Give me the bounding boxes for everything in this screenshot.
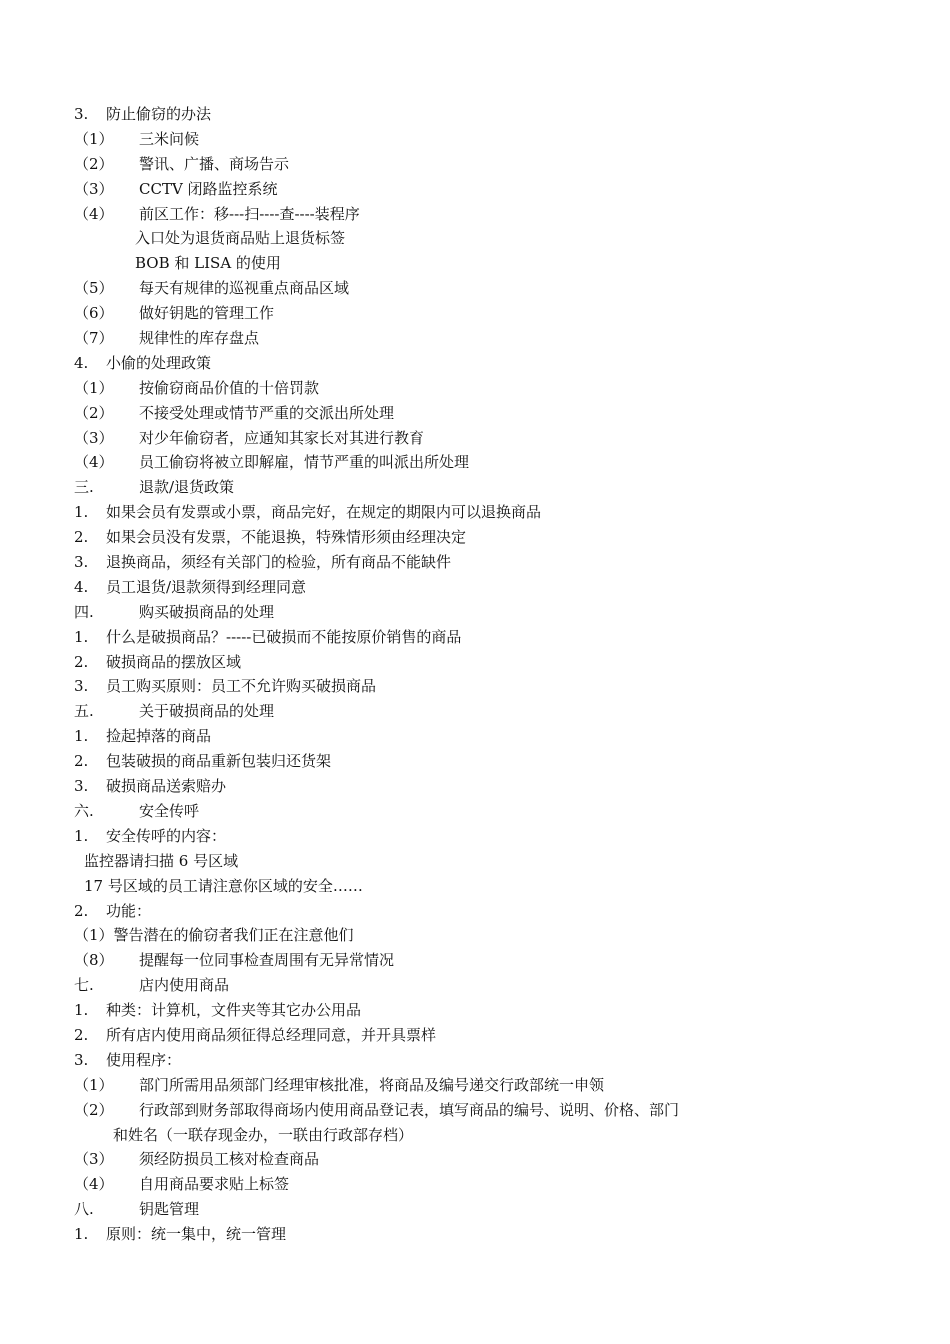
line-text: 按偷窃商品价值的十倍罚款 (139, 378, 320, 397)
list-number: 四. (74, 602, 94, 621)
line-text: 安全传呼的内容： (106, 826, 227, 845)
document-line (0, 699, 950, 724)
list-number: 3. (74, 553, 89, 572)
document-line (0, 152, 950, 177)
document-line (0, 426, 950, 451)
line-text: 种类：计算机，文件夹等其它办公用品 (106, 1001, 362, 1020)
line-text: 原则：统一集中，统一管理 (106, 1225, 287, 1244)
document-line (0, 1073, 950, 1098)
line-text: 包装破损的商品重新包装归还货架 (106, 752, 332, 771)
line-text: 17 号区域的员工请注意你区域的安全…… (84, 876, 363, 895)
document-line (0, 1197, 950, 1222)
line-text: 员工退货/退款须得到经理同意 (106, 577, 307, 596)
line-text: 三米问候 (139, 129, 200, 148)
line-text: 不接受处理或情节严重的交派出所处理 (139, 403, 395, 422)
document-line (0, 600, 950, 625)
line-text: 做好钥匙的管理工作 (139, 304, 275, 323)
document-line (0, 500, 950, 525)
document-line (0, 475, 950, 500)
list-number: 八. (74, 1200, 94, 1219)
document-line (0, 1048, 950, 1073)
list-number: 五. (74, 702, 94, 721)
document-line (0, 1098, 950, 1123)
list-number: 三. (74, 478, 94, 497)
list-number: 3. (74, 777, 89, 796)
list-number: （4） (74, 204, 114, 223)
list-number: （3） (74, 1150, 114, 1169)
list-number: 2. (74, 901, 89, 920)
line-text: 使用程序： (106, 1050, 182, 1069)
list-number: （3） (74, 179, 114, 198)
document-line (0, 674, 950, 699)
document-line (0, 799, 950, 824)
document-line (0, 376, 950, 401)
list-number: 2. (74, 528, 89, 547)
list-number: （2） (74, 1100, 114, 1119)
line-text: 部门所需用品须部门经理审核批准，将商品及编号递交行政部统一申领 (139, 1075, 605, 1094)
line-text: 关于破损商品的处理 (139, 702, 275, 721)
document-line (0, 226, 950, 251)
line-text: 监控器请扫描 6 号区域 (84, 851, 239, 870)
list-number: 4. (74, 577, 89, 596)
list-number: （4） (74, 1175, 114, 1194)
document-line (0, 650, 950, 675)
document-line (0, 575, 950, 600)
list-number: （2） (74, 154, 114, 173)
list-number: （1） (74, 378, 114, 397)
document-line (0, 849, 950, 874)
document-line (0, 177, 950, 202)
line-text: 和姓名（一联存现金办，一联由行政部存档） (113, 1125, 414, 1144)
document-line (0, 202, 950, 227)
document-line (0, 899, 950, 924)
list-number: （1） (74, 1075, 114, 1094)
line-text: 每天有规律的巡视重点商品区域 (139, 279, 350, 298)
line-text: 自用商品要求贴上标签 (139, 1175, 290, 1194)
document-line (0, 301, 950, 326)
document-line (0, 948, 950, 973)
line-text: 对少年偷窃者，应通知其家长对其进行教育 (139, 428, 425, 447)
line-text: 提醒每一位同事检查周围有无异常情况 (139, 951, 395, 970)
line-text: 破损商品送索赔办 (106, 777, 227, 796)
line-text: 如果会员没有发票，不能退换，特殊情形须由经理决定 (106, 528, 467, 547)
line-text: 小偷的处理政策 (106, 353, 212, 372)
line-text: （1）警告潜在的偷窃者我们正在注意他们 (74, 926, 354, 945)
line-text: 员工偷窃将被立即解雇，情节严重的叫派出所处理 (139, 453, 470, 472)
list-number: （1） (74, 129, 114, 148)
line-text: 什么是破损商品？-----已破损而不能按原价销售的商品 (106, 627, 462, 646)
document-line (0, 550, 950, 575)
line-text: 捡起掉落的商品 (106, 727, 212, 746)
list-number: （3） (74, 428, 114, 447)
document-line (0, 251, 950, 276)
list-number: 1. (74, 727, 89, 746)
list-number: 3. (74, 1050, 89, 1069)
line-text: 退换商品，须经有关部门的检验，所有商品不能缺件 (106, 553, 452, 572)
document-line (0, 1172, 950, 1197)
list-number: 六. (74, 801, 94, 820)
list-number: 1. (74, 503, 89, 522)
list-number: （8） (74, 951, 114, 970)
list-number: 1. (74, 1225, 89, 1244)
list-number: 七. (74, 976, 94, 995)
document-line (0, 923, 950, 948)
list-number: 1. (74, 1001, 89, 1020)
line-text: 购买破损商品的处理 (139, 602, 275, 621)
list-number: （5） (74, 279, 114, 298)
line-text: 安全传呼 (139, 801, 200, 820)
list-number: 1. (74, 826, 89, 845)
document-line (0, 401, 950, 426)
line-text: 行政部到财务部取得商场内使用商品登记表，填写商品的编号、说明、价格、部门 (139, 1100, 680, 1119)
document-line (0, 102, 950, 127)
line-text: 店内使用商品 (139, 976, 230, 995)
document-line (0, 276, 950, 301)
list-number: 2. (74, 652, 89, 671)
line-text: 所有店内使用商品须征得总经理同意，并开具票样 (106, 1025, 437, 1044)
line-text: 功能： (106, 901, 152, 920)
list-number: （2） (74, 403, 114, 422)
line-text: 入口处为退货商品贴上退货标签 (135, 229, 346, 248)
document-line (0, 824, 950, 849)
document-line (0, 625, 950, 650)
document-line (0, 724, 950, 749)
line-text: 警讯、广播、商场告示 (139, 154, 290, 173)
document-line (0, 1147, 950, 1172)
line-text: 如果会员有发票或小票，商品完好，在规定的期限内可以退换商品 (106, 503, 542, 522)
document-line (0, 1023, 950, 1048)
list-number: 4. (74, 353, 89, 372)
document-line (0, 351, 950, 376)
line-text: 须经防损员工核对检查商品 (139, 1150, 320, 1169)
list-number: 2. (74, 752, 89, 771)
list-number: （7） (74, 329, 114, 348)
document-line (0, 1222, 950, 1247)
line-text: 员工购买原则：员工不允许购买破损商品 (106, 677, 377, 696)
list-number: （6） (74, 304, 114, 323)
document-line (0, 973, 950, 998)
line-text: 退款/退货政策 (139, 478, 235, 497)
document-line (0, 774, 950, 799)
line-text: 破损商品的摆放区域 (106, 652, 242, 671)
line-text: BOB 和 LISA 的使用 (135, 254, 281, 273)
list-number: 1. (74, 627, 89, 646)
line-text: 前区工作：移---扫----查----装程序 (139, 204, 360, 223)
list-number: 3. (74, 105, 89, 123)
list-number: （4） (74, 453, 114, 472)
document-line (0, 326, 950, 351)
document-line (0, 998, 950, 1023)
document-line (0, 874, 950, 899)
line-text: 钥匙管理 (139, 1200, 200, 1219)
line-text: 防止偷窃的办法 (106, 105, 212, 123)
line-text: CCTV 闭路监控系统 (139, 179, 278, 198)
document-body (0, 102, 950, 1247)
document-line (0, 450, 950, 475)
list-number: 3. (74, 677, 89, 696)
list-number: 2. (74, 1025, 89, 1044)
line-text: 规律性的库存盘点 (139, 329, 260, 348)
document-line (0, 749, 950, 774)
document-line (0, 525, 950, 550)
document-line (0, 127, 950, 152)
document-line (0, 1123, 950, 1148)
